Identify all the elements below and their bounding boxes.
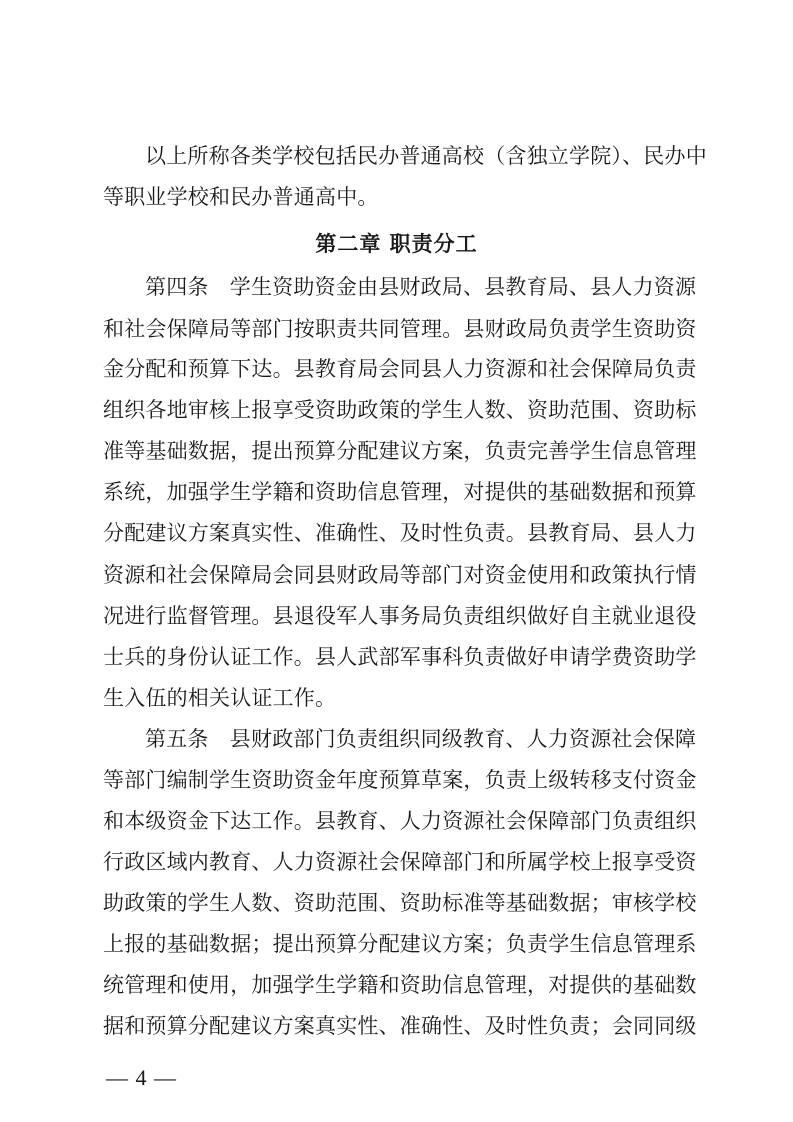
article5-line: 助政策的学生人数、资助范围、资助标准等基础数据；审核学校 (103, 891, 697, 915)
article5-line: 和本级资金下达工作。县教育、人力资源社会保障部门负责组织 (103, 809, 697, 833)
article4-line: 况进行监督管理。县退役军人事务局负责组织做好自主就业退役 (103, 604, 697, 628)
chapter-heading: 第二章 职责分工 (315, 232, 478, 256)
article4-line: 组织各地审核上报享受资助政策的学生人数、资助范围、资助标 (103, 398, 697, 422)
article4-line: 系统，加强学生学籍和资助信息管理，对提供的基础数据和预算 (103, 480, 697, 504)
article4-line: 资源和社会保障局会同县财政局等部门对资金使用和政策执行情 (103, 563, 697, 587)
article5-line: 行政区域内教育、人力资源社会保障部门和所属学校上报享受资 (103, 850, 697, 874)
article4-line: 第四条 学生资助资金由县财政局、县教育局、县人力资源 (145, 275, 697, 299)
article5-line: 上报的基础数据；提出预算分配建议方案；负责学生信息管理系 (103, 932, 697, 956)
article5-line: 第五条 县财政部门负责组织同级教育、人力资源社会保障 (145, 727, 697, 751)
page-number: — 4 — (106, 1065, 177, 1090)
article5-line: 统管理和使用，加强学生学籍和资助信息管理，对提供的基础数 (103, 973, 697, 997)
paragraph-line: 以上所称各类学校包括民办普通高校（含独立学院）、民办中 (145, 144, 707, 168)
article4-line: 准等基础数据，提出预算分配建议方案，负责完善学生信息管理 (103, 439, 697, 463)
article4-line: 和社会保障局等部门按职责共同管理。县财政局负责学生资助资 (103, 317, 697, 341)
article4-line: 分配建议方案真实性、准确性、及时性负责。县教育局、县人力 (103, 521, 697, 545)
paragraph-line: 等职业学校和民办普通高中。 (103, 185, 379, 209)
article4-line: 士兵的身份认证工作。县人武部军事科负责做好申请学费资助学 (103, 645, 697, 669)
article5-line: 等部门编制学生资助资金年度预算草案，负责上级转移支付资金 (103, 768, 697, 792)
article5-line: 据和预算分配建议方案真实性、准确性、及时性负责；会同同级 (103, 1014, 697, 1038)
article4-line: 金分配和预算下达。县教育局会同县人力资源和社会保障局负责 (103, 357, 697, 381)
article4-line: 生入伍的相关认证工作。 (103, 686, 337, 710)
